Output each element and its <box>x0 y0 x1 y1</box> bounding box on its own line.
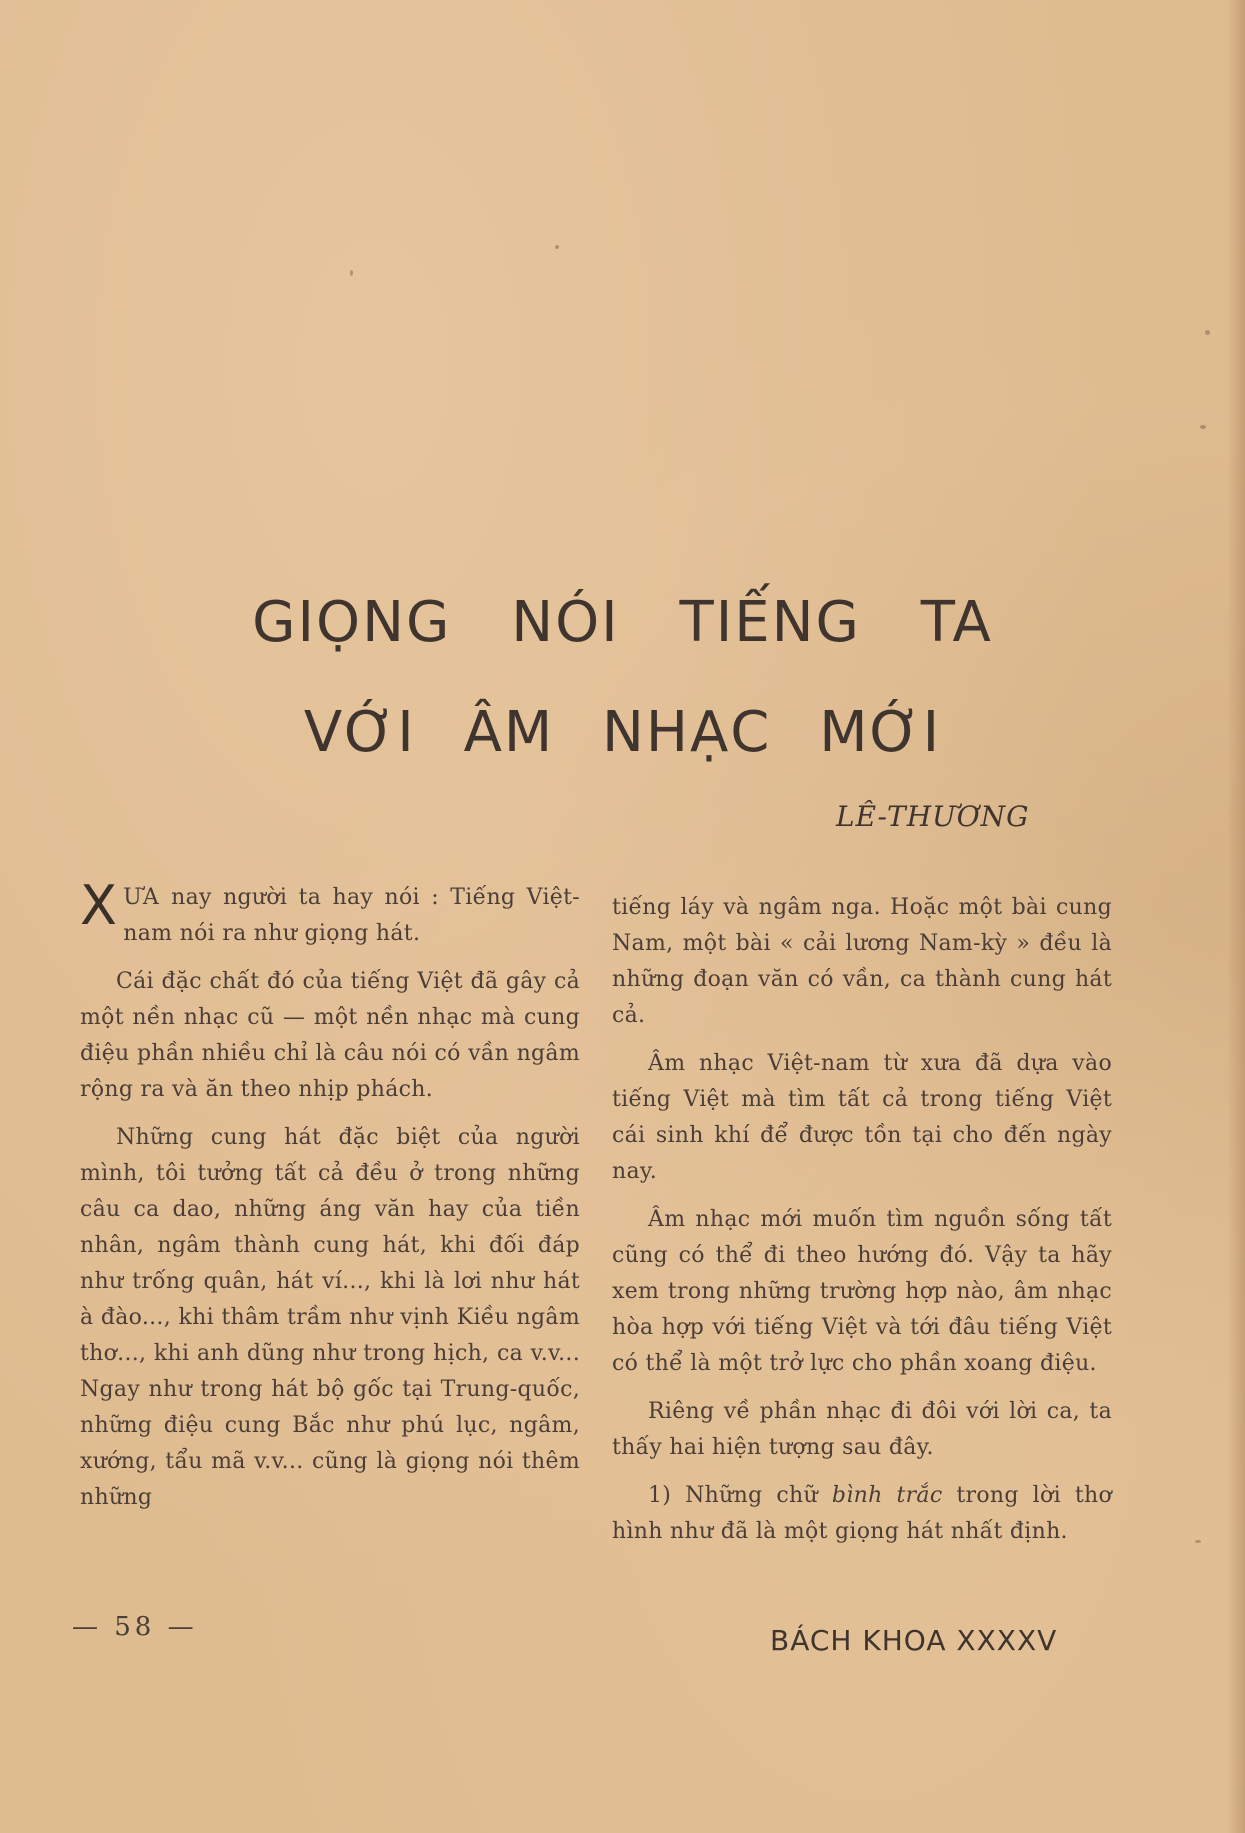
right-paragraph-2: Âm nhạc Việt-nam từ xưa đã dựa vào tiếng Việt mà tìm tất cả trong tiếng Việt cái sinh khí để được tồn tại cho đến ngày nay. <box>612 1051 1112 1184</box>
left-paragraph-1-text: nay người ta hay nói : Tiếng Việt-nam nói ra như giọng hát. <box>123 885 580 946</box>
right-paragraph-1: tiếng láy và ngâm nga. Hoặc một bài cung Nam, một bài « cải lương Nam-kỳ » đều là những đoạn văn có vần, ca thành cung hát cả. <box>612 895 1112 1028</box>
page-number: — 58 — <box>72 1612 198 1642</box>
drop-cap: X <box>80 874 118 937</box>
article-title-line-1: GIỌNG NÓI TIẾNG TA <box>252 590 993 655</box>
right-paragraph-4: Riêng về phần nhạc đi đôi với lời ca, ta thấy hai hiện tượng sau đây. <box>612 1399 1112 1460</box>
paper-speck <box>1205 330 1210 335</box>
right-paragraph-5 <box>612 1478 1112 1550</box>
right-text-column <box>612 890 1112 1562</box>
journal-footer: BÁCH KHOA XXXXV <box>770 1624 1058 1657</box>
left-text-column <box>80 874 580 1528</box>
paper-speck <box>1200 425 1206 429</box>
paper-speck <box>1195 1540 1201 1543</box>
right-paragraph-3: Âm nhạc mới muốn tìm nguồn sống tất cũng có thể đi theo hướng đó. Vậy ta hãy xem trong những trường hợp nào, âm nhạc hòa hợp với tiếng Việt và tới đâu tiếng Việt có thể là một trở lực cho phần xoang điệu. <box>612 1207 1112 1376</box>
lead-smallcaps: ƯA <box>123 885 160 910</box>
page-edge-shadow <box>1227 0 1245 1833</box>
left-paragraph-3: Những cung hát đặc biệt của người mình, tôi tưởng tất cả đều ở trong những câu ca dao, những áng văn hay của tiền nhân, ngâm thành cung hát, khi đối đáp như trống quân, hát ví..., khi là lơi như hát à đào..., khi thâm trầm như vịnh Kiều ngâm thơ..., khi anh dũng như trong hịch, ca v.v... Ngay như trong hát bộ gốc tại Trung-quốc, những điệu cung Bắc như phú lục, ngâm, xướng, tẩu mã v.v... cũng là giọng nói thêm những <box>80 1125 580 1510</box>
article-author: LÊ-THƯƠNG <box>836 800 1030 833</box>
paper-speck <box>350 270 353 276</box>
right-paragraph-5-start: 1) Những chữ <box>648 1483 832 1508</box>
paper-speck <box>555 245 559 249</box>
left-paragraph-1 <box>80 874 580 952</box>
right-paragraph-5-end: trong lời thơ hình như đã là một giọng hát nhất định. <box>612 1483 1112 1544</box>
article-title-line-2: VỚI ÂM NHẠC MỚI <box>303 700 942 765</box>
left-paragraph-2: Cái đặc chất đó của tiếng Việt đã gây cả một nền nhạc cũ — một nền nhạc mà cung điệu phần nhiều chỉ là câu nói có vần ngâm rộng ra và ăn theo nhịp phách. <box>80 969 580 1102</box>
right-paragraph-5-italic: bình trắc <box>831 1483 943 1508</box>
